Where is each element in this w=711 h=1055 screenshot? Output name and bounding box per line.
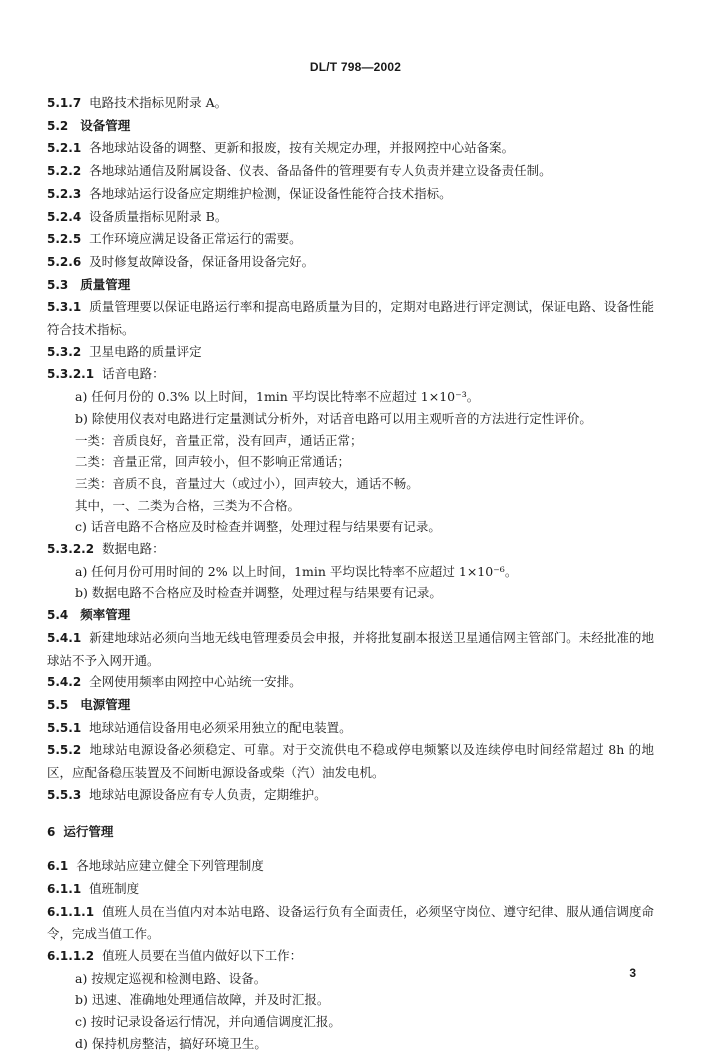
clause-number: 5.2.6 (47, 254, 82, 269)
clause-number: 5.3.2 (47, 344, 82, 359)
clause-number: 6.1.1.1 (47, 904, 95, 919)
clause-5-2-4 (47, 206, 654, 229)
clause-text: 卫星电路的质量评定 (89, 343, 202, 359)
body-line (47, 430, 654, 452)
clause-text: 各地球站通信及附属设备、仪表、备品备件的管理要有专人负责并建立设备责任制。 (89, 163, 552, 179)
clause-text: d) 保持机房整洁，搞好环境卫生。 (75, 1035, 267, 1051)
clause-number: 5.2.5 (47, 232, 82, 247)
clause-5-3-2-2 (47, 538, 654, 561)
clause-number: 5.2.2 (47, 164, 82, 179)
clause-number: 5.2.4 (47, 209, 82, 224)
clause-number: 6.1 (47, 859, 69, 874)
clause-text: 工作环境应满足设备正常运行的需要。 (89, 231, 302, 247)
clause-text: 地球站通信设备用电必须采用独立的配电装置。 (89, 719, 352, 735)
clause-number: 5.5 (47, 697, 69, 712)
clause-text: 设备管理 (80, 117, 131, 133)
clause-text: b) 迅速、准确地处理通信故障，并及时汇报。 (75, 992, 330, 1008)
body-line (47, 561, 654, 583)
clause-text: 一类：音质良好，音量正常，没有回声，通话正常； (75, 432, 363, 448)
body-line (47, 408, 654, 430)
clause-5-2-6 (47, 251, 654, 274)
clause-text: 质量管理要以保证电路运行率和提高电路质量为目的，定期对电路进行评定测试，保证电路、设备性能符合技术指标。 (47, 299, 654, 338)
body-line (47, 1033, 654, 1055)
clause-5-3 (47, 274, 654, 297)
clause-5-2-2 (47, 160, 654, 183)
clause-text: 各地球站设备的调整、更新和报废，按有关规定办理，并报网控中心站备案。 (89, 140, 515, 156)
clause-text: 二类：音量正常，回声较小，但不影响正常通话； (75, 454, 351, 470)
clause-text: 地球站电源设备必须稳定、可靠。对于交流供电不稳或停电频繁以及连续停电时间经常超过 8h 的地区，应配备稳压装置及不间断电源设备或柴（汽）油发电机。 (47, 742, 654, 781)
clause-text: 值班人员要在当值内做好以下工作： (102, 948, 303, 964)
clause-text: 各地球站运行设备应定期维护检测，保证设备性能符合技术指标。 (89, 185, 452, 201)
clause-text: 设备质量指标见附录 B。 (89, 208, 228, 224)
clause-number: 5.5.2 (47, 743, 82, 758)
clause-5-5-1 (47, 717, 654, 740)
clause-number: 5.2.3 (47, 186, 82, 201)
body-line (47, 473, 654, 495)
clause-text: 新建地球站必须向当地无线电管理委员会申报，并将批复副本报送卫星通信网主管部门。未经批准的地球站不予入网开通。 (47, 629, 654, 668)
clause-number: 5.2 (47, 118, 69, 133)
clause-6 (47, 821, 654, 844)
clause-text: b) 除使用仪表对电路进行定量测试分析外，对话音电路可以用主观听音的方法进行定性评价。 (75, 410, 592, 426)
clause-number: 5.3.2.1 (47, 367, 95, 382)
clause-5-3-1 (47, 296, 654, 340)
clause-text: 数据电路： (102, 541, 165, 557)
clause-number: 6.1.1 (47, 881, 82, 896)
clause-text: 质量管理 (80, 276, 131, 292)
clause-text: a) 任何月份的 0.3% 以上时间，1min 平均误比特率不应超过 1×10⁻³。 (75, 389, 480, 405)
clause-number: 5.2.1 (47, 141, 82, 156)
clause-text: 电路技术指标见附录 A。 (89, 95, 228, 110)
clause-text: 及时修复故障设备，保证备用设备完好。 (89, 253, 315, 269)
body-line (47, 989, 654, 1011)
clause-text: 电源管理 (80, 696, 131, 712)
clause-number: 6.1.1.2 (47, 949, 95, 964)
clause-text: 其中，一、二类为合格，三类为不合格。 (75, 497, 301, 513)
body-line (47, 1011, 654, 1033)
clause-number: 5.4.2 (47, 675, 82, 690)
body-line (47, 968, 654, 990)
clause-5-3-2 (47, 341, 654, 364)
document-code-header: DL/T 798—2002 (309, 60, 402, 74)
clause-number: 5.3 (47, 277, 69, 292)
clause-text: c) 按时记录设备运行情况，并向通信调度汇报。 (75, 1014, 341, 1030)
body-line (47, 516, 654, 538)
clause-text: a) 任何月份可用时间的 2% 以上时间，1min 平均误比特率不应超过 1×10⁻⁶。 (75, 563, 518, 579)
document-body (47, 92, 654, 1055)
clause-5-4 (47, 604, 654, 627)
body-line (47, 451, 654, 473)
clause-5-2-1 (47, 137, 654, 160)
clause-text: c) 话音电路不合格应及时检查并调整，处理过程与结果要有记录。 (75, 519, 441, 535)
clause-text: 值班人员在当值内对本站电路、设备运行负有全面责任，必须坚守岗位、遵守纪律、服从通信调度命令，完成当值工作。 (47, 903, 654, 942)
clause-text: 地球站电源设备应有专人负责，定期维护。 (89, 786, 327, 802)
clause-number: 5.3.2.2 (47, 542, 95, 557)
clause-number: 5.4.1 (47, 630, 82, 645)
clause-text: 值班制度 (89, 880, 140, 896)
clause-5-2-3 (47, 183, 654, 206)
clause-5-3-2-1 (47, 363, 654, 386)
clause-text: 话音电路： (102, 366, 165, 382)
clause-5-5-3 (47, 784, 654, 807)
clause-number: 5.3.1 (47, 300, 82, 315)
clause-5-2-5 (47, 228, 654, 251)
clause-text: 全网使用频率由网控中心站统一安排。 (89, 674, 302, 690)
clause-number: 5.1.7 (47, 96, 82, 110)
clause-number: 6 (47, 824, 56, 839)
clause-text: 频率管理 (80, 607, 131, 623)
clause-text: 三类：音质不良，音量过大（或过小），回声较大，通话不畅。 (75, 475, 419, 491)
clause-text: 各地球站应建立健全下列管理制度 (76, 858, 264, 874)
clause-6-1-1-2 (47, 945, 654, 968)
clause-text: a) 按规定巡视和检测电路、设备。 (75, 970, 267, 986)
clause-number: 5.4 (47, 608, 69, 623)
clause-text: b) 数据电路不合格应及时检查并调整，处理过程与结果要有记录。 (75, 585, 442, 601)
clause-text: 运行管理 (63, 823, 114, 839)
body-line (47, 495, 654, 517)
clause-6-1-1-1 (47, 901, 654, 945)
clause-5-4-1 (47, 627, 654, 671)
clause-number: 5.5.1 (47, 720, 82, 735)
clause-5-4-2 (47, 671, 654, 694)
body-line (47, 582, 654, 604)
clause-5-2 (47, 115, 654, 138)
page-number: 3 (629, 966, 636, 980)
clause-6-1-1 (47, 878, 654, 901)
body-line (47, 386, 654, 408)
clause-number: 5.5.3 (47, 787, 82, 802)
clause-5-5 (47, 694, 654, 717)
clause-5-1-7 (47, 92, 654, 115)
clause-5-5-2 (47, 739, 654, 783)
clause-6-1 (47, 855, 654, 878)
